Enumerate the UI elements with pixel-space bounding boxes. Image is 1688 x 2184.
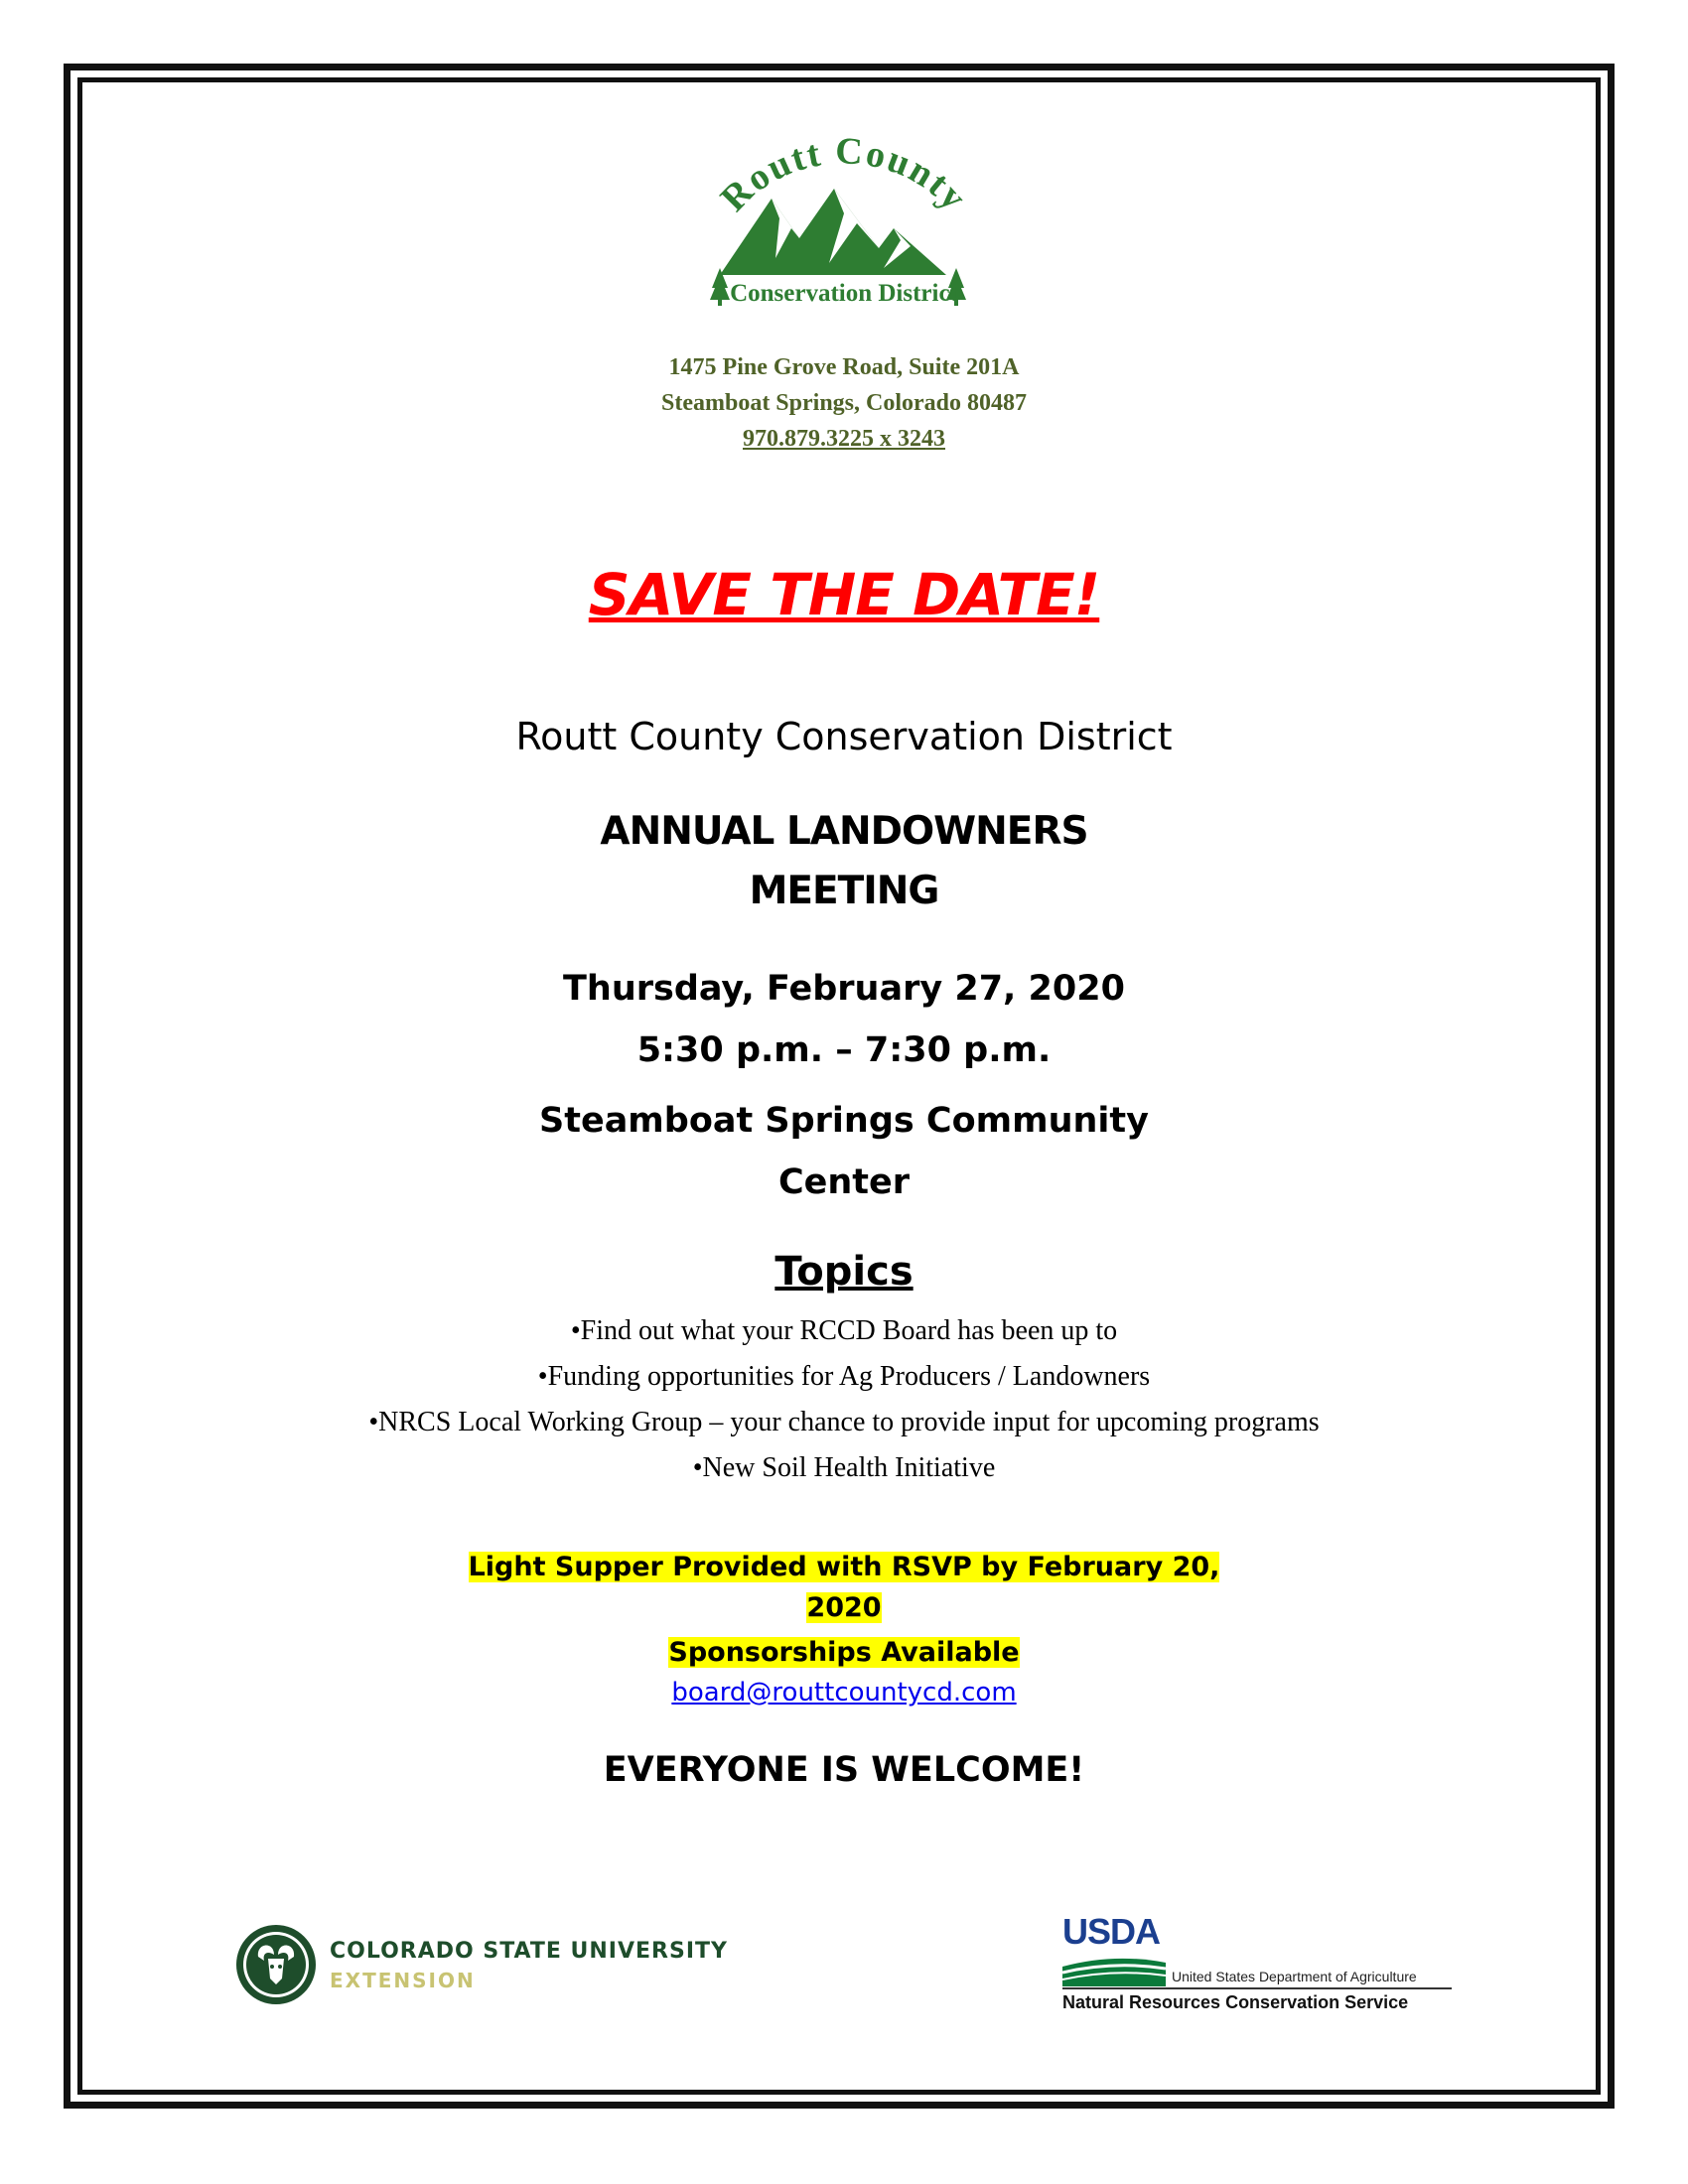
topic-item: •Funding opportunities for Ag Producers / Landowners	[537, 1361, 1151, 1392]
topics-list	[0, 1308, 1688, 1491]
meeting-title	[0, 802, 1688, 921]
address-line-2: Steamboat Springs, Colorado 80487	[660, 390, 1028, 416]
save-the-date-headline: SAVE THE DATE!	[588, 561, 1100, 628]
usda-nrcs-logo	[1060, 1911, 1458, 2020]
email-row	[0, 1678, 1688, 1707]
usda-wordmark: USDA	[1062, 1911, 1161, 1952]
meeting-title-line-1: ANNUAL LANDOWNERS	[600, 809, 1088, 854]
meeting-time: 5:30 p.m. – 7:30 p.m.	[636, 1030, 1052, 1070]
topics-heading: Topics	[774, 1249, 914, 1295]
address-block	[0, 349, 1688, 457]
meeting-datetime	[0, 958, 1688, 1081]
usda-landscape-icon	[1062, 1953, 1166, 1986]
csu-name: COLORADO STATE UNIVERSITY	[330, 1939, 728, 1964]
csu-extension-logo	[234, 1921, 751, 2010]
topic-item: •Find out what your RCCD Board has been up to	[570, 1315, 1118, 1346]
welcome-text: EVERYONE IS WELCOME!	[603, 1750, 1085, 1790]
csu-ram-seal-icon	[234, 1923, 318, 2006]
logo-arc-text: Routt County	[712, 130, 976, 220]
logo-subtitle: Conservation District	[730, 280, 958, 307]
sponsorships-label: Sponsorships Available	[668, 1637, 1020, 1668]
phone-number[interactable]: 970.879.3225 x 3243	[743, 426, 945, 452]
topic-item: •New Soil Health Initiative	[692, 1452, 996, 1483]
rsvp-line-2: 2020	[806, 1592, 882, 1623]
rsvp-block	[0, 1547, 1688, 1673]
usda-department: United States Department of Agriculture	[1172, 1969, 1417, 1984]
location-line-1: Steamboat Springs Community	[539, 1101, 1149, 1141]
address-line-1: 1475 Pine Grove Road, Suite 201A	[668, 354, 1020, 380]
organization-name: Routt County Conservation District	[515, 715, 1173, 758]
email-link[interactable]: board@routtcountycd.com	[671, 1678, 1017, 1707]
meeting-location	[0, 1090, 1688, 1213]
rsvp-line-1: Light Supper Provided with RSVP by February 20,	[468, 1552, 1220, 1582]
csu-extension-label: EXTENSION	[330, 1969, 476, 1992]
topic-item: •NRCS Local Working Group – your chance to provide input for upcoming programs	[368, 1407, 1320, 1437]
usda-divider	[1062, 1987, 1452, 1989]
meeting-title-line-2: MEETING	[749, 869, 939, 913]
meeting-date: Thursday, February 27, 2020	[563, 969, 1125, 1009]
nrcs-name: Natural Resources Conservation Service	[1062, 1992, 1409, 2012]
location-line-2: Center	[777, 1162, 911, 1202]
